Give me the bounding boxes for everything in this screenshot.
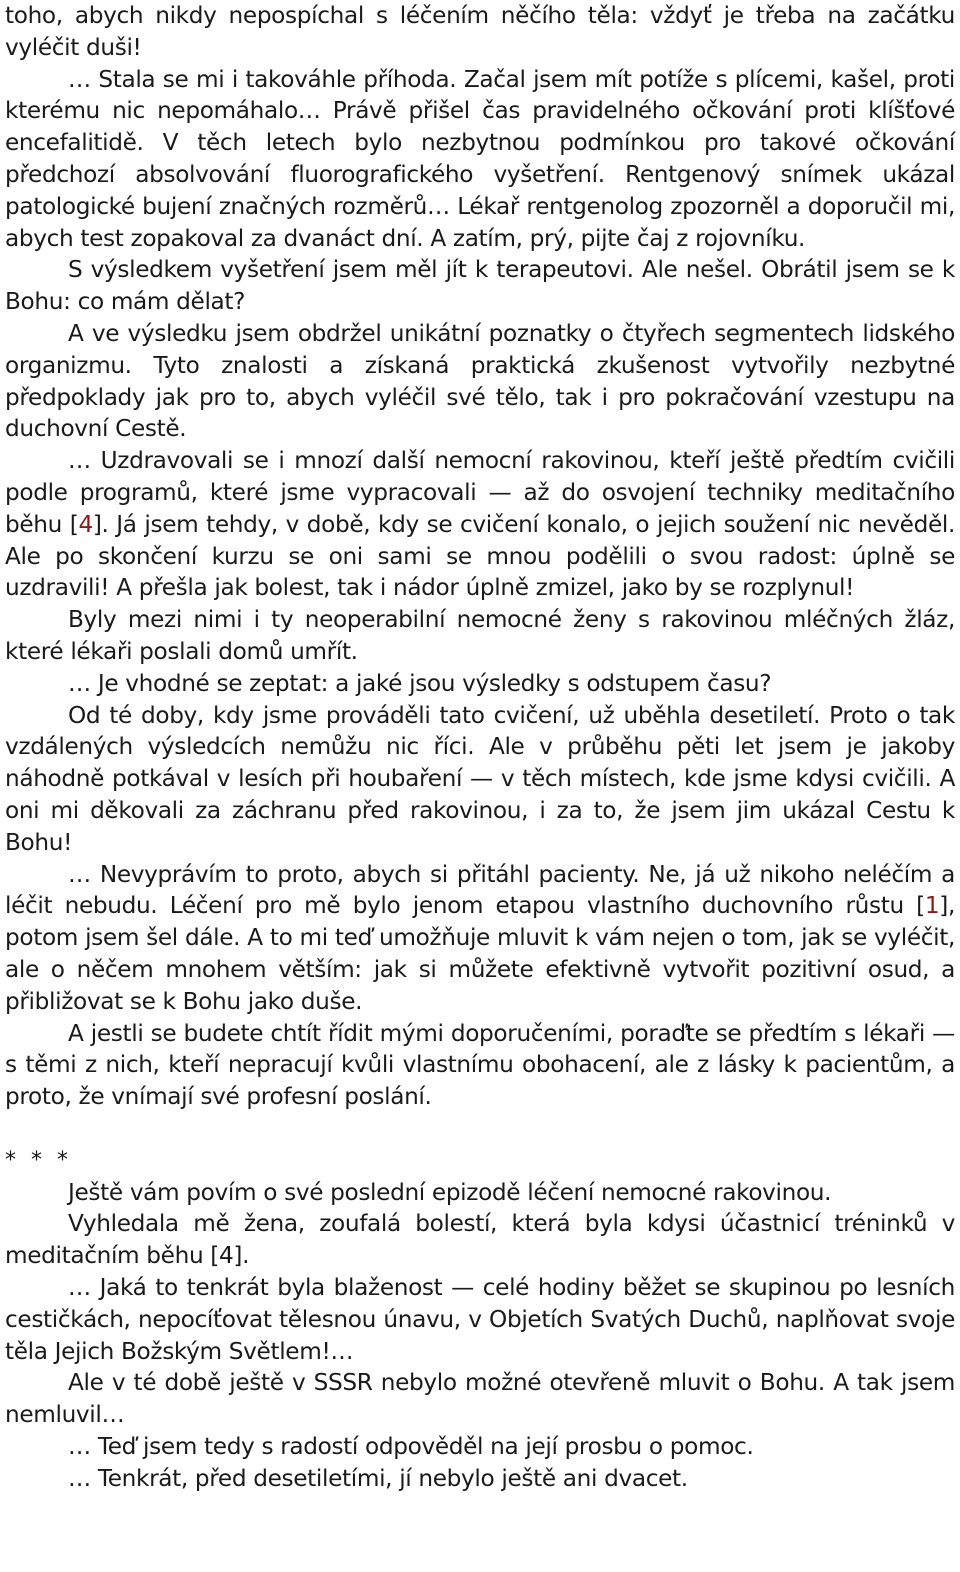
paragraph-text: … Tenkrát, před desetiletími, jí nebylo ještě ani dvacet. (68, 1464, 688, 1492)
spacer (5, 1113, 955, 1145)
paragraph-ussr (5, 1367, 955, 1431)
paragraph-text: … Nevyprávím to proto, abych si přitáhl pacienty. Ne, já už nikoho neléčím a léčit nebudu. Léčení pro mě bylo jenom etapou vlastního duchovního růstu [ (5, 860, 955, 920)
paragraph-text: Ještě vám povím o své poslední epizodě léčení nemocné rakovinou. (68, 1178, 832, 1206)
paragraph-opening (5, 0, 955, 64)
paragraph-bliss (5, 1272, 955, 1367)
paragraph-text: Vyhledala mě žena, zoufalá bolestí, která byla kdysi účastnicí tréninků v meditačním běhu [4]. (5, 1210, 955, 1270)
paragraph-text: … Uzdravovali se i mnozí další nemocní rakovinou, kteří ještě předtím cvičili podle programů, které jsme vypracovali — až do osvojení techniky meditačního běhu [ (5, 447, 955, 538)
section-separator: * * * (5, 1147, 72, 1173)
paragraph-text: … Je vhodné se zeptat: a jaké jsou výsledky s odstupem času? (68, 669, 772, 697)
paragraph-advice (5, 1018, 955, 1113)
paragraph-text: A jestli se budete chtít řídit mými doporučeními, poraďte se předtím s lékaři — s těmi z nich, kteří nepracují kvůli vlastnímu obohacení, ale z lásky k pacientům, a proto, že vnímají své profesní poslání. (5, 1019, 955, 1111)
paragraph-answer (5, 1431, 955, 1463)
paragraph-text: ]. Já jsem tehdy, v době, kdy se cvičení konalo, o jejich soužení nic nevěděl. Ale po skončení kurzu se oni sami se mnou podělili o svou radost: úplně se uzdravili! A přešla jak bolest, tak i nádor úplně zmizel, jako by se rozplynul! (5, 510, 955, 602)
paragraph-lung-episode (5, 64, 955, 255)
paragraph-text: … Stala se mi i takováhle příhoda. Začal jsem mít potíže s plícemi, kašel, proti kterému nic nepomáhalo… Právě přišel čas pravidelného očkování proti klíšťové encefalitidě. V těch letech bylo nezbytnou podmínkou pro takové očkování předchozí absolvování fluorografického vyšetření. Rentgenový snímek ukázal patologické bujení značných rozměrů… Lékař rentgenolog zpozorněl a doporučil mi, abych test zopakoval za dvanáct dní. A zatím, prý, pijte čaj z rojovníku. (5, 65, 955, 252)
paragraph-text: Byly mezi nimi i ty neoperabilní nemocné ženy s rakovinou mléčných žláz, které lékaři poslali domů umřít. (5, 606, 955, 665)
paragraph-text: … Jaká to tenkrát byla blaženost — celé hodiny běžet se skupinou po lesních cestičkách, nepocíťovat tělesnou únavu, v Objetích Svatých Duchů, naplňovat svoje těla Jejich Božským Světlem!… (5, 1274, 955, 1365)
paragraph-then (5, 1463, 955, 1495)
paragraph-results (5, 700, 955, 859)
paragraph-inoperable (5, 604, 955, 668)
paragraph-healing-others (5, 445, 955, 604)
paragraph-therapist (5, 254, 955, 318)
paragraph-last-episode (5, 1177, 955, 1209)
reference-link[interactable]: 4 (78, 510, 93, 538)
reference-link[interactable]: 1 (924, 892, 940, 920)
paragraph-text: S výsledkem vyšetření jsem měl jít k terapeutovi. Ale nešel. Obrátil jsem se k Bohu: co mám dělat? (5, 256, 955, 316)
paragraph-question (5, 668, 955, 700)
paragraph-woman (5, 1208, 955, 1272)
paragraph-text: ], potom jsem šel dále. A to mi teď umožňuje mluvit k vám nejen o tom, jak se vyléčit, ale o něčem mnohem větším: jak si můžete efektivně vytvořit pozitivní osud, a přibližovat se k Bohu jako duše. (5, 892, 955, 1015)
paragraph-text: Od té doby, kdy jsme prováděli tato cvičení, už uběhla desetiletí. Proto o tak vzdálených výsledcích nemůžu nic říci. Ale v průběhu pěti let jsem je jakoby náhodně potkával v lesích při houbaření — v těch místech, kde jsme kdysi cvičili. A oni mi děkovali za záchranu před rakovinou, i za to, že jsem jim ukázal Cestu k Bohu! (5, 701, 955, 856)
paragraph-text: Ale v té době ještě v SSSR nebylo možné otevřeně mluvit o Bohu. A tak jsem nemluvil… (5, 1369, 955, 1429)
paragraph-text: … Teď jsem tedy s radostí odpověděl na její prosbu o pomoc. (68, 1433, 754, 1461)
paragraph-text: toho, abych nikdy nepospíchal s léčením něčího těla: vždyť je třeba na začátku vyléčit duši! (5, 2, 955, 61)
paragraph-no-patients (5, 859, 955, 1018)
paragraph-text: A ve výsledku jsem obdržel unikátní poznatky o čtyřech segmentech lidského organizmu. Tyto znalosti a získaná praktická zkušenost vytvořily nezbytné předpoklady jak pro to, abych vyléčil své tělo, tak i pro pokračování vzestupu na duchovní Cestě. (5, 319, 955, 443)
paragraph-segments (5, 318, 955, 445)
